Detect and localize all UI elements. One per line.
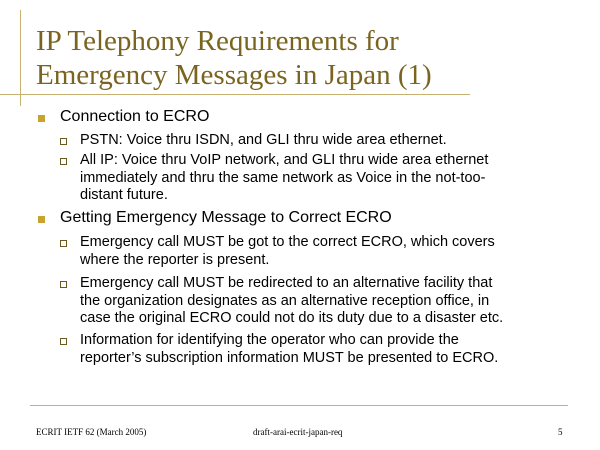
- sub-bullet-line: Emergency call MUST be redirected to an alternative facility that: [80, 275, 493, 291]
- sub-bullet-line: where the reporter is present.: [80, 251, 270, 268]
- hollow-square-bullet-icon: [60, 240, 67, 247]
- sub-bullet: [80, 152, 580, 205]
- square-bullet-icon: [38, 115, 45, 122]
- footer-draft-name: draft-arai-ecrit-japan-req: [253, 427, 343, 437]
- sub-bullet-line: immediately and thru the same network as Voice in the not-too-: [80, 169, 486, 186]
- bullet-heading: Getting Emergency Message to Correct ECRO: [60, 209, 392, 226]
- sub-bullet-line: Information for identifying the operator who can provide the: [80, 332, 459, 348]
- sub-bullet-line: case the original ECRO could not do its duty due to a disaster etc.: [80, 310, 504, 326]
- sub-bullet-line: PSTN: Voice thru ISDN, and GLI thru wide area ethernet.: [80, 132, 447, 148]
- footer-event: ECRIT IETF 62 (March 2005): [36, 427, 147, 437]
- sub-bullet-line: reporter’s subscription information MUST be presented to ECRO.: [80, 349, 499, 366]
- hollow-square-bullet-icon: [60, 338, 67, 345]
- hollow-square-bullet-icon: [60, 138, 67, 145]
- title-line-1: IP Telephony Requirements for: [36, 25, 399, 57]
- sub-bullet-line: Emergency call MUST be got to the correct ECRO, which covers: [80, 234, 495, 250]
- sub-bullet-line: the organization designates as an alternative reception office, in: [80, 292, 490, 309]
- sub-bullet: [80, 132, 580, 150]
- sub-bullet-line: distant future.: [80, 187, 168, 203]
- hollow-square-bullet-icon: [60, 281, 67, 288]
- hollow-square-bullet-icon: [60, 158, 67, 165]
- page-number: 5: [558, 427, 563, 437]
- bullet-heading: Connection to ECRO: [60, 108, 210, 125]
- sub-bullet: [80, 275, 580, 328]
- title-line-2: Emergency Messages in Japan (1): [36, 59, 432, 91]
- sub-bullet-line: All IP: Voice thru VoIP network, and GLI thru wide area ethernet: [80, 152, 489, 168]
- square-bullet-icon: [38, 216, 45, 223]
- sub-bullet: [80, 332, 580, 367]
- sub-bullet: [80, 234, 580, 269]
- footer-rule: [30, 405, 568, 406]
